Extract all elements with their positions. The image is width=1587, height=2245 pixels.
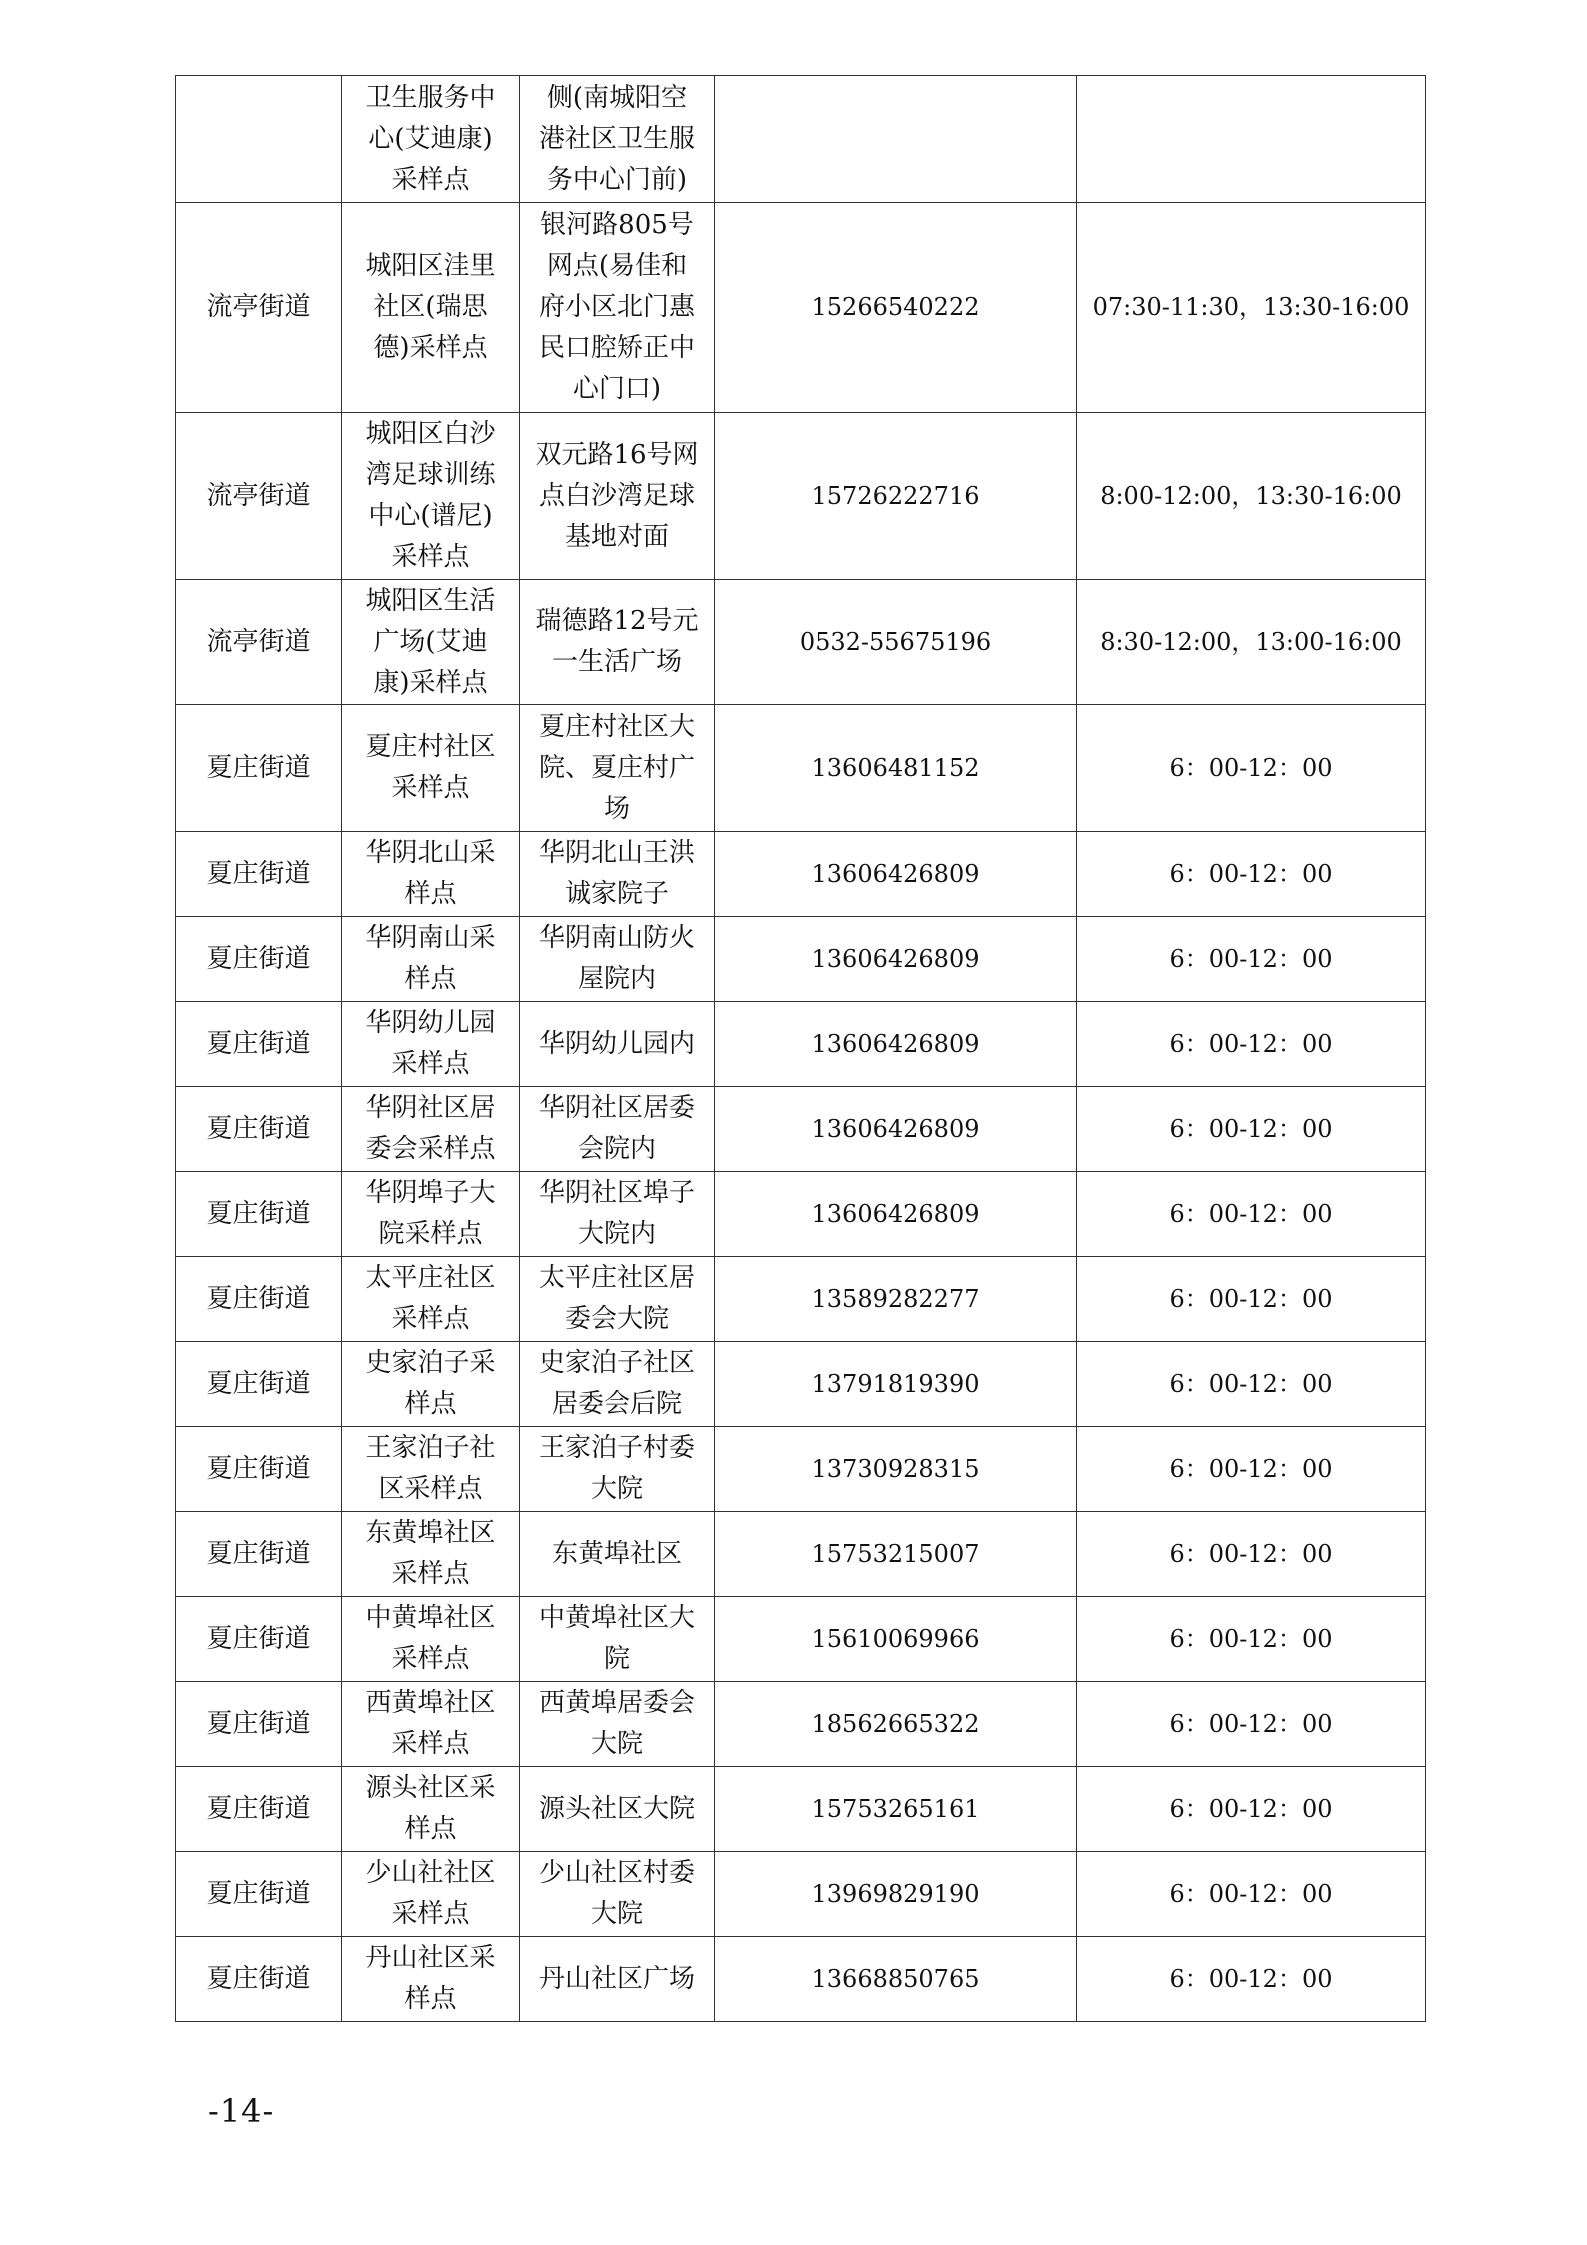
sampling-sites-table (175, 75, 1426, 2022)
cell-street: 夏庄街道 (176, 705, 342, 832)
cell-hours: 6：00-12：00 (1077, 1767, 1426, 1852)
table-row (176, 1172, 1426, 1257)
table-row (176, 1257, 1426, 1342)
cell-address: 华阴南山防火屋院内 (520, 917, 715, 1002)
table-row (176, 832, 1426, 917)
cell-address: 源头社区大院 (520, 1767, 715, 1852)
cell-hours: 6：00-12：00 (1077, 1342, 1426, 1427)
cell-street: 夏庄街道 (176, 1257, 342, 1342)
cell-phone: 13606426809 (715, 1087, 1077, 1172)
cell-address: 少山社区村委大院 (520, 1852, 715, 1937)
cell-street: 流亭街道 (176, 413, 342, 580)
cell-site-name: 华阴南山采样点 (342, 917, 520, 1002)
cell-hours: 6：00-12：00 (1077, 1597, 1426, 1682)
cell-hours: 6：00-12：00 (1077, 1172, 1426, 1257)
cell-phone: 13606426809 (715, 832, 1077, 917)
table-row (176, 1682, 1426, 1767)
cell-site-name: 东黄埠社区采样点 (342, 1512, 520, 1597)
table-row (176, 1002, 1426, 1087)
cell-phone: 0532-55675196 (715, 580, 1077, 705)
cell-street: 夏庄街道 (176, 917, 342, 1002)
cell-street: 夏庄街道 (176, 1342, 342, 1427)
cell-site-name: 华阴社区居委会采样点 (342, 1087, 520, 1172)
cell-street: 夏庄街道 (176, 1937, 342, 2022)
cell-address: 东黄埠社区 (520, 1512, 715, 1597)
cell-site-name: 城阳区洼里社区(瑞思德)采样点 (342, 203, 520, 413)
cell-site-name: 华阴幼儿园采样点 (342, 1002, 520, 1087)
cell-hours: 6：00-12：00 (1077, 705, 1426, 832)
cell-hours: 6：00-12：00 (1077, 1852, 1426, 1937)
cell-site-name: 西黄埠社区采样点 (342, 1682, 520, 1767)
table-row (176, 413, 1426, 580)
cell-street: 流亭街道 (176, 203, 342, 413)
cell-phone: 15753265161 (715, 1767, 1077, 1852)
page-number: -14- (208, 2092, 275, 2130)
cell-site-name: 卫生服务中心(艾迪康)采样点 (342, 76, 520, 203)
cell-street (176, 76, 342, 203)
table-row (176, 705, 1426, 832)
table-row (176, 1767, 1426, 1852)
cell-street: 夏庄街道 (176, 1087, 342, 1172)
cell-address: 华阴社区居委会院内 (520, 1087, 715, 1172)
cell-site-name: 城阳区白沙湾足球训练中心(谱尼)采样点 (342, 413, 520, 580)
cell-site-name: 夏庄村社区采样点 (342, 705, 520, 832)
cell-street: 夏庄街道 (176, 1002, 342, 1087)
cell-hours: 8:00-12:00，13:30-16:00 (1077, 413, 1426, 580)
cell-hours: 8:30-12:00，13:00-16:00 (1077, 580, 1426, 705)
table-row (176, 917, 1426, 1002)
cell-phone: 18562665322 (715, 1682, 1077, 1767)
table-row (176, 1512, 1426, 1597)
cell-street: 夏庄街道 (176, 1172, 342, 1257)
cell-hours: 6：00-12：00 (1077, 1427, 1426, 1512)
cell-address: 双元路16号网点白沙湾足球基地对面 (520, 413, 715, 580)
cell-phone: 15753215007 (715, 1512, 1077, 1597)
cell-address: 西黄埠居委会大院 (520, 1682, 715, 1767)
cell-street: 夏庄街道 (176, 1767, 342, 1852)
cell-street: 夏庄街道 (176, 1427, 342, 1512)
table-row (176, 1342, 1426, 1427)
table-row (176, 580, 1426, 705)
cell-street: 流亭街道 (176, 580, 342, 705)
cell-street: 夏庄街道 (176, 1852, 342, 1937)
table-row (176, 76, 1426, 203)
cell-site-name: 中黄埠社区采样点 (342, 1597, 520, 1682)
cell-site-name: 城阳区生活广场(艾迪康)采样点 (342, 580, 520, 705)
table-row (176, 203, 1426, 413)
cell-street: 夏庄街道 (176, 1512, 342, 1597)
cell-hours: 6：00-12：00 (1077, 1682, 1426, 1767)
cell-phone: 13606426809 (715, 1172, 1077, 1257)
table-row (176, 1597, 1426, 1682)
cell-site-name: 丹山社区采样点 (342, 1937, 520, 2022)
cell-phone: 13668850765 (715, 1937, 1077, 2022)
cell-address: 瑞德路12号元一生活广场 (520, 580, 715, 705)
cell-hours: 6：00-12：00 (1077, 917, 1426, 1002)
cell-phone: 13791819390 (715, 1342, 1077, 1427)
cell-hours: 6：00-12：00 (1077, 1087, 1426, 1172)
cell-address: 侧(南城阳空港社区卫生服务中心门前) (520, 76, 715, 203)
cell-phone: 13589282277 (715, 1257, 1077, 1342)
cell-site-name: 太平庄社区采样点 (342, 1257, 520, 1342)
cell-address: 丹山社区广场 (520, 1937, 715, 2022)
table-body (176, 76, 1426, 2022)
cell-hours: 07:30-11:30，13:30-16:00 (1077, 203, 1426, 413)
cell-address: 中黄埠社区大院 (520, 1597, 715, 1682)
cell-address: 华阴北山王洪诚家院子 (520, 832, 715, 917)
cell-phone: 13606481152 (715, 705, 1077, 832)
cell-phone: 13606426809 (715, 1002, 1077, 1087)
cell-address: 华阴社区埠子大院内 (520, 1172, 715, 1257)
cell-site-name: 源头社区采样点 (342, 1767, 520, 1852)
cell-street: 夏庄街道 (176, 1597, 342, 1682)
cell-phone: 13730928315 (715, 1427, 1077, 1512)
cell-phone (715, 76, 1077, 203)
cell-address: 银河路805号网点(易佳和府小区北门惠民口腔矫正中心门口) (520, 203, 715, 413)
cell-hours: 6：00-12：00 (1077, 1257, 1426, 1342)
cell-site-name: 少山社社区采样点 (342, 1852, 520, 1937)
cell-address: 太平庄社区居委会大院 (520, 1257, 715, 1342)
cell-phone: 15610069966 (715, 1597, 1077, 1682)
cell-hours: 6：00-12：00 (1077, 832, 1426, 917)
cell-phone: 15266540222 (715, 203, 1077, 413)
cell-street: 夏庄街道 (176, 832, 342, 917)
cell-phone: 13606426809 (715, 917, 1077, 1002)
cell-phone: 13969829190 (715, 1852, 1077, 1937)
cell-hours: 6：00-12：00 (1077, 1512, 1426, 1597)
cell-street: 夏庄街道 (176, 1682, 342, 1767)
cell-site-name: 华阴埠子大院采样点 (342, 1172, 520, 1257)
cell-address: 华阴幼儿园内 (520, 1002, 715, 1087)
table-row (176, 1937, 1426, 2022)
cell-address: 史家泊子社区居委会后院 (520, 1342, 715, 1427)
cell-site-name: 华阴北山采样点 (342, 832, 520, 917)
table-row (176, 1852, 1426, 1937)
cell-address: 夏庄村社区大院、夏庄村广场 (520, 705, 715, 832)
table-row (176, 1427, 1426, 1512)
cell-site-name: 王家泊子社区采样点 (342, 1427, 520, 1512)
cell-hours (1077, 76, 1426, 203)
cell-hours: 6：00-12：00 (1077, 1937, 1426, 2022)
cell-address: 王家泊子村委大院 (520, 1427, 715, 1512)
cell-hours: 6：00-12：00 (1077, 1002, 1426, 1087)
table-row (176, 1087, 1426, 1172)
cell-site-name: 史家泊子采样点 (342, 1342, 520, 1427)
cell-phone: 15726222716 (715, 413, 1077, 580)
